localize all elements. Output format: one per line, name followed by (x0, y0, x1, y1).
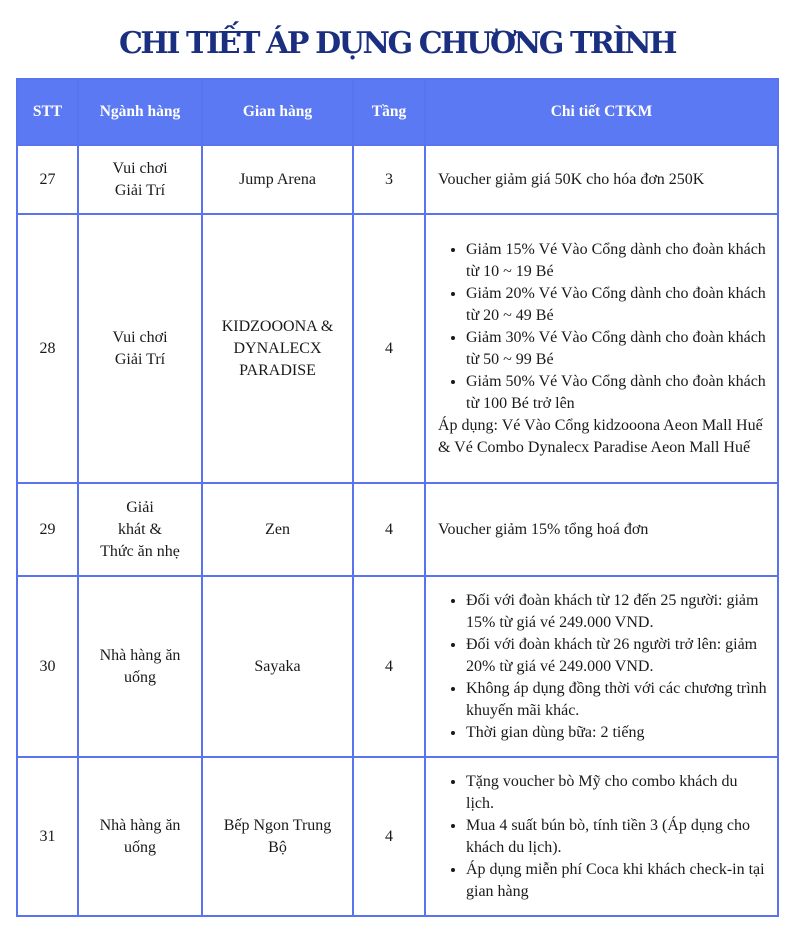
detail-text: Voucher giảm 15% tổng hoá đơn (438, 520, 649, 538)
detail-bullet: • Đối với đoàn khách từ 12 đến 25 người: giảm 15% từ giá vé 249.000 VND. (466, 590, 769, 634)
header-floor: Tầng (353, 79, 425, 145)
table-row (17, 145, 778, 214)
table-row (17, 576, 778, 757)
stt-cell: 31 (17, 757, 78, 916)
detail-bullet-list (438, 239, 769, 415)
store-cell (202, 214, 353, 483)
page-title: CHI TIẾT ÁP DỤNG CHƯƠNG TRÌNH (118, 26, 676, 61)
detail-bullet: • Mua 4 suất bún bò, tính tiền 3 (Áp dụng cho khách du lịch). (466, 815, 769, 859)
detail-bullet: • Thời gian dùng bữa: 2 tiếng (466, 722, 769, 744)
detail-bullet: • Giảm 30% Vé Vào Cổng dành cho đoàn khách từ 50 ~ 99 Bé (466, 327, 769, 371)
table-row (17, 483, 778, 576)
detail-text: Voucher giảm giá 50K cho hóa đơn 250K (438, 170, 705, 188)
store-line: KIDZOOONA & (221, 317, 334, 335)
stt-cell: 29 (17, 483, 78, 576)
detail-cell (425, 576, 778, 757)
category-line: uống (124, 838, 156, 856)
store-line: Bếp Ngon Trung (223, 816, 332, 834)
detail-bullet-list (438, 771, 769, 903)
category-cell (78, 483, 202, 576)
store-line: DYNALECX (233, 339, 322, 357)
detail-bullet: • Giảm 50% Vé Vào Cổng dành cho đoàn khách từ 100 Bé trở lên (466, 371, 769, 415)
header-store: Gian hàng (202, 79, 353, 145)
store-line: Bộ (268, 838, 287, 856)
category-line: Vui chơi (112, 159, 168, 177)
category-cell (78, 214, 202, 483)
table-row (17, 214, 778, 483)
category-cell (78, 145, 202, 214)
category-cell (78, 576, 202, 757)
detail-bullet: • Không áp dụng đồng thời với các chương trình khuyến mãi khác. (466, 678, 769, 722)
promotion-table (16, 78, 779, 917)
detail-cell (425, 483, 778, 576)
store-line: Zen (265, 520, 290, 538)
floor-cell: 4 (353, 576, 425, 757)
category-line: Nhà hàng ăn (99, 816, 181, 834)
floor-cell: 4 (353, 757, 425, 916)
detail-cell (425, 214, 778, 483)
detail-bullet: • Tặng voucher bò Mỹ cho combo khách du lịch. (466, 771, 769, 815)
detail-bullet: • Áp dụng miễn phí Coca khi khách check-in tại gian hàng (466, 859, 769, 903)
floor-cell: 4 (353, 214, 425, 483)
category-line: Nhà hàng ăn (99, 646, 181, 664)
detail-cell (425, 757, 778, 916)
store-cell (202, 483, 353, 576)
table-header-row (17, 79, 778, 145)
store-cell (202, 576, 353, 757)
detail-cell (425, 145, 778, 214)
detail-bullet: • Giảm 15% Vé Vào Cổng dành cho đoàn khách từ 10 ~ 19 Bé (466, 239, 769, 283)
category-line: uống (124, 668, 156, 686)
store-line: PARADISE (239, 361, 316, 379)
header-category: Ngành hàng (78, 79, 202, 145)
stt-cell: 27 (17, 145, 78, 214)
detail-bullet: • Đối với đoàn khách từ 26 người trở lên: giảm 20% từ giá vé 249.000 VND. (466, 634, 769, 678)
category-line: Giải Trí (114, 350, 166, 368)
floor-cell: 4 (353, 483, 425, 576)
category-line: Giải (126, 498, 154, 516)
floor-cell: 3 (353, 145, 425, 214)
store-line: Jump Arena (239, 170, 316, 188)
category-line: khát & (118, 520, 162, 538)
header-detail: Chi tiết CTKM (425, 79, 778, 145)
category-cell (78, 757, 202, 916)
stt-cell: 30 (17, 576, 78, 757)
table-row (17, 757, 778, 916)
stt-cell: 28 (17, 214, 78, 483)
header-stt: STT (17, 79, 78, 145)
detail-note: Áp dụng: Vé Vào Cổng kidzooona Aeon Mall Huế & Vé Combo Dynalecx Paradise Aeon Mall Huế (438, 416, 763, 456)
category-line: Giải Trí (114, 181, 166, 199)
category-line: Vui chơi (112, 328, 168, 346)
category-line: Thức ăn nhẹ (100, 542, 180, 560)
detail-bullet-list (438, 590, 769, 744)
detail-bullet: • Giảm 20% Vé Vào Cổng dành cho đoàn khách từ 20 ~ 49 Bé (466, 283, 769, 327)
store-line: Sayaka (254, 657, 301, 675)
store-cell (202, 145, 353, 214)
store-cell (202, 757, 353, 916)
